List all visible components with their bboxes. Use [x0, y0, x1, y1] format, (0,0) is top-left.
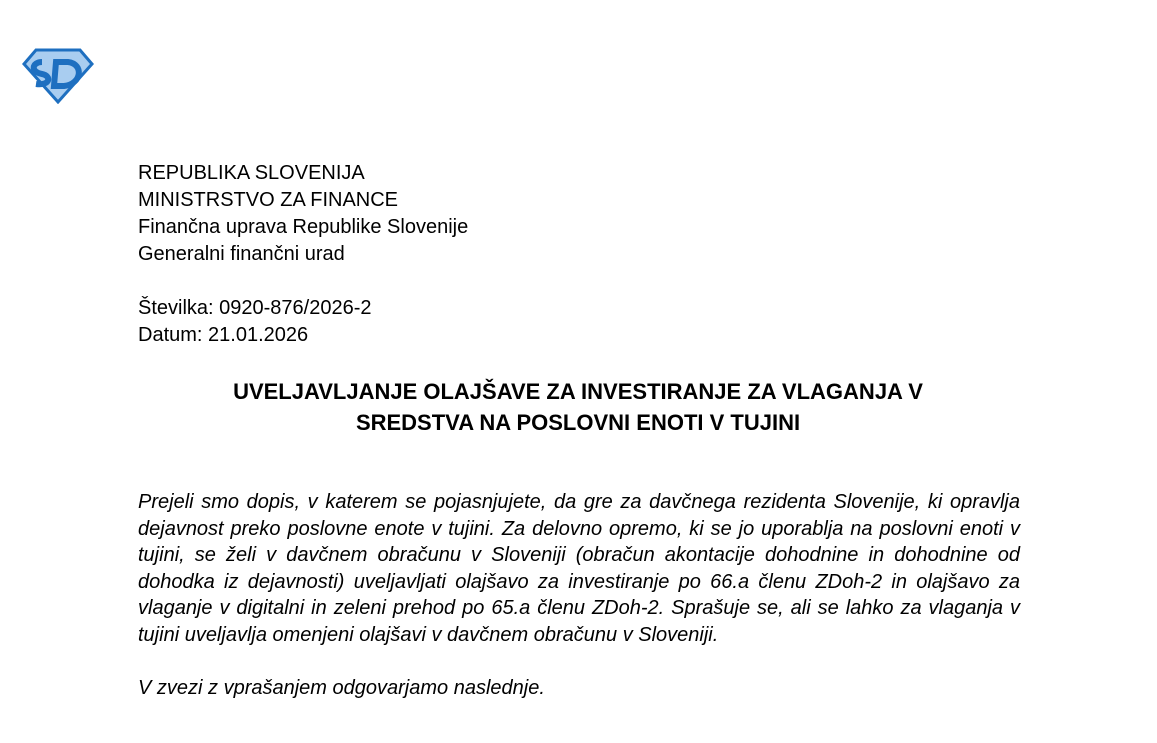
document-number: Številka: 0920-876/2026-2 [138, 297, 372, 319]
header-line: REPUBLIKA SLOVENIJA [138, 162, 365, 184]
paragraph: V zvezi z vprašanjem odgovarjamo naslednje. [138, 676, 545, 699]
shield-logo-icon [22, 48, 94, 104]
document-body [138, 489, 1020, 728]
letterhead [138, 160, 468, 349]
document-date: Datum: 21.01.2026 [138, 324, 309, 346]
title-line: SREDSTVA NA POSLOVNI ENOTI V TUJINI [355, 410, 801, 435]
header-line: Generalni finančni urad [138, 243, 345, 265]
paragraph: Prejeli smo dopis, v katerem se pojasnjujete, da gre za davčnega rezidenta Slovenije, ki opravlja dejavnost preko poslovne enote v tujini. Za delovno opremo, ki se jo uporablja na poslovni enoti v tujini, se želi v davčnem obračunu v Sloveniji (obračun akontacije dohodnine in dohodnine od dohodka iz dejavnosti) uveljavljati olajšavo za investiranje po 66.a členu ZDoh-2 in olajšavo za vlaganje v digitalni in zeleni prehod po 65.a členu ZDoh-2. Sprašuje se, ali se lahko za vlaganja v tujini uveljavlja omenjeni olajšavi v davčnem obračunu v Sloveniji. [138, 491, 1020, 646]
logo [22, 48, 94, 104]
document-title [100, 376, 1056, 438]
title-line: UVELJAVLJANJE OLAJŠAVE ZA INVESTIRANJE ZA VLAGANJA V [233, 379, 923, 404]
header-line: Finančna uprava Republike Slovenije [138, 216, 469, 238]
header-line: MINISTRSTVO ZA FINANCE [138, 189, 399, 211]
